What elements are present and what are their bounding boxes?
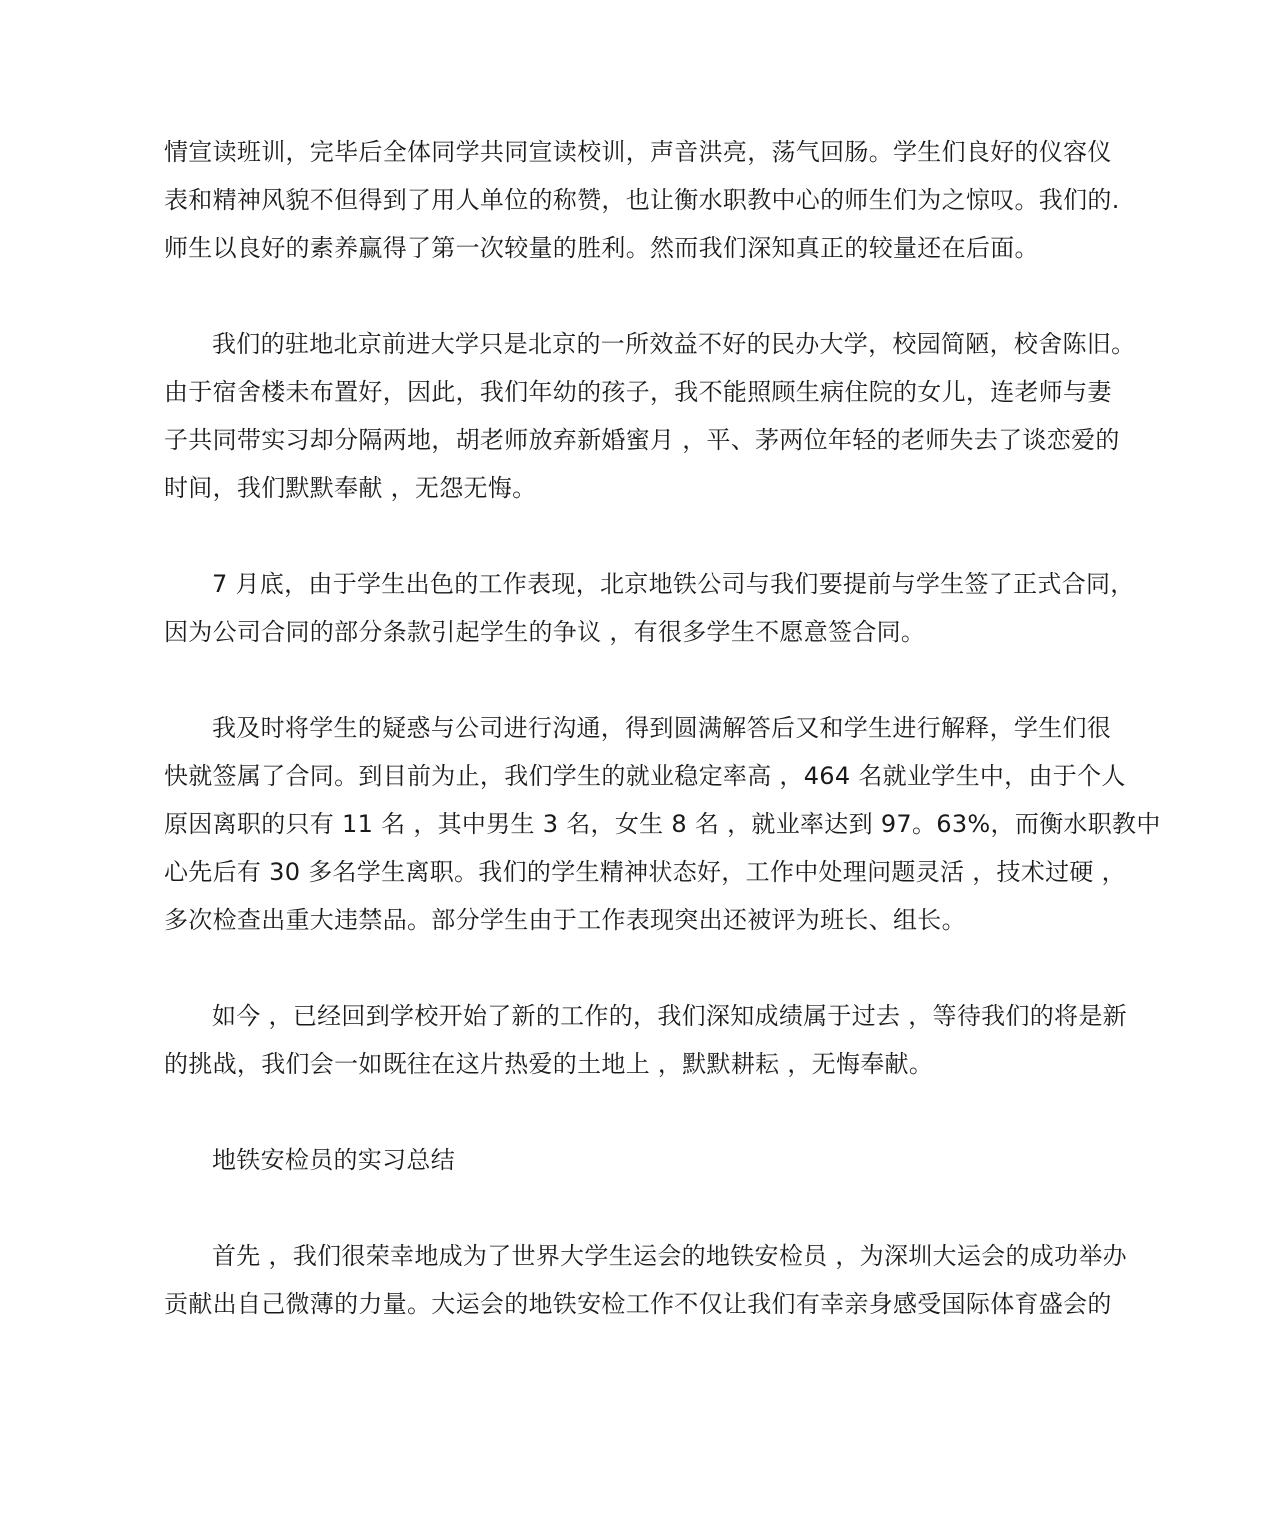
text-line: 首先 ，我们很荣幸地成为了世界大学生运会的地铁安检员 ，为深圳大运会的成功举办 — [212, 1242, 1127, 1270]
text-line: 子共同带实习却分隔两地，胡老师放弃新婚蜜月 ，平、茅两位年轻的老师失去了谈恋爱的 — [164, 426, 1120, 454]
text-line: 师生以良好的素养赢得了第一次较量的胜利。然而我们深知真正的较量还在后面。 — [164, 234, 1039, 262]
text-line: 因为公司合同的部分条款引起学生的争议 ，有很多学生不愿意签合同。 — [164, 618, 926, 646]
text-line: 我及时将学生的疑惑与公司进行沟通，得到圆满解答后又和学生进行解释，学生们很 — [212, 714, 1112, 742]
text-line: 由于宿舍楼未布置好，因此，我们年幼的孩子，我不能照顾生病住院的女儿，连老师与妻 — [164, 378, 1112, 406]
text-line: 我们的驻地北京前进大学只是北京的一所效益不好的民办大学，校园简陋，校舍陈旧。 — [212, 330, 1136, 358]
paragraph-gap — [164, 1184, 1132, 1232]
text-line: 原因离职的只有 11 名 ，其中男生 3 名，女生 8 名 ，就业率达到 97。63%，而衡水职教中 — [164, 810, 1161, 838]
text-line: 贡献出自己微薄的力量。大运会的地铁安检工作不仅让我们有幸亲身感受国际体育盛会的 — [164, 1290, 1112, 1318]
paragraph-gap — [164, 656, 1132, 704]
paragraph-gap — [164, 944, 1132, 992]
paragraph-3 — [164, 560, 1135, 656]
text-line: 心先后有 30 多名学生离职。我们的学生精神状态好，工作中处理问题灵活 ，技术过硬 ， — [164, 858, 1126, 886]
paragraph-1 — [164, 128, 1132, 272]
text-line: 快就签属了合同。到目前为止，我们学生的就业稳定率高 ，464 名就业学生中，由于个人 — [164, 762, 1126, 790]
text-line: 时间，我们默默奉献 ，无怨无悔。 — [164, 474, 537, 502]
heading-text: 地铁安检员的实习总结 — [212, 1146, 455, 1174]
paragraph-gap — [164, 272, 1132, 320]
text-line: 情宣读班训，完毕后全体同学共同宣读校训，声音洪亮，荡气回肠。学生们良好的仪容仪 — [164, 138, 1112, 166]
document-body — [164, 128, 1161, 1328]
paragraph-7 — [164, 1232, 1132, 1328]
text-line: 多次检查出重大违禁品。部分学生由于工作表现突出还被评为班长、组长。 — [164, 906, 966, 934]
text-line: 表和精神风貌不但得到了用人单位的称赞，也让衡水职教中心的师生们为之惊叹。我们的. — [164, 186, 1120, 214]
text-line: 的挑战，我们会一如既往在这片热爱的土地上 ，默默耕耘 ，无悔奉献。 — [164, 1050, 934, 1078]
paragraph-4 — [164, 704, 1161, 944]
paragraph-5 — [164, 992, 1132, 1088]
text-line: 7 月底，由于学生出色的工作表现，北京地铁公司与我们要提前与学生签了正式合同， — [212, 570, 1135, 598]
paragraph-gap — [164, 1088, 1132, 1136]
paragraph-gap — [164, 512, 1132, 560]
section-heading — [164, 1136, 1132, 1184]
text-line: 如今 ，已经回到学校开始了新的工作的，我们深知成绩属于过去 ，等待我们的将是新 — [212, 1002, 1127, 1030]
paragraph-2 — [164, 320, 1136, 512]
